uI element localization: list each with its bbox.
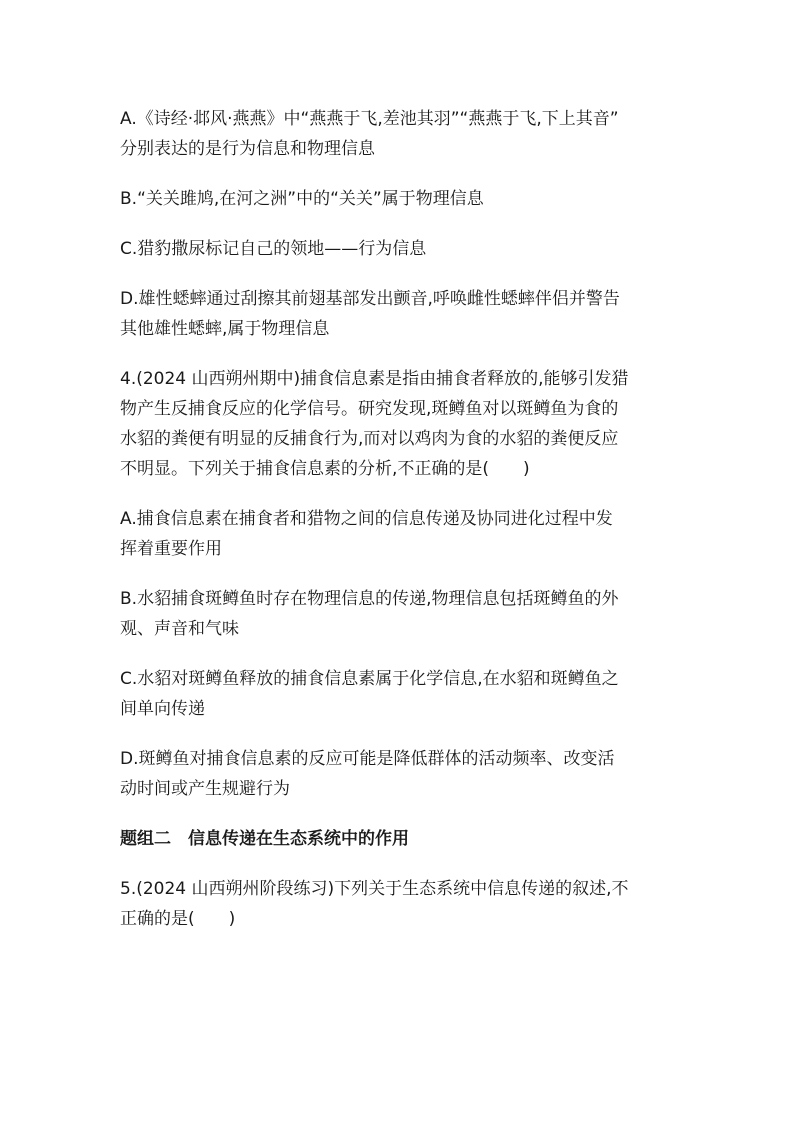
text-line: 4.(2024 山西朔州期中)捕食信息素是指由捕食者释放的,能够引发猎 xyxy=(120,369,629,389)
q4-option-a xyxy=(120,504,680,564)
text-line: C.猎豹撒尿标记自己的领地——行为信息 xyxy=(120,239,427,259)
q3-option-d xyxy=(120,284,680,344)
text-line: 物产生反捕食反应的化学信号。研究发现,斑鳟鱼对以斑鳟鱼为食的 xyxy=(120,399,619,419)
text-line: 不明显。下列关于捕食信息素的分析,不正确的是( ) xyxy=(120,459,530,479)
text-line: C.水貂对斑鳟鱼释放的捕食信息素属于化学信息,在水貂和斑鳟鱼之 xyxy=(120,669,619,689)
text-line: A.《诗经·邶风·燕燕》中“燕燕于飞,差池其羽”“燕燕于飞,下上其音” xyxy=(120,109,619,129)
text-line: D.雄性蟋蟀通过刮擦其前翅基部发出颤音,呼唤雌性蟋蟀伴侣并警告 xyxy=(120,289,620,309)
text-line: 正确的是( ) xyxy=(120,909,236,929)
page-content xyxy=(120,104,680,954)
q4-option-c xyxy=(120,664,680,724)
q5-stem xyxy=(120,874,680,934)
text-line: 挥着重要作用 xyxy=(120,539,222,559)
q3-option-b xyxy=(120,184,680,214)
text-line: B.“关关雎鸠,在河之洲”中的“关关”属于物理信息 xyxy=(120,189,484,209)
q4-stem xyxy=(120,364,680,484)
q3-option-c xyxy=(120,234,680,264)
text-line: 水貂的粪便有明显的反捕食行为,而对以鸡肉为食的水貂的粪便反应 xyxy=(120,429,619,449)
text-line: B.水貂捕食斑鳟鱼时存在物理信息的传递,物理信息包括斑鳟鱼的外 xyxy=(120,589,619,609)
text-line: D.斑鳟鱼对捕食信息素的反应可能是降低群体的活动频率、改变活 xyxy=(120,749,615,769)
text-line: 其他雄性蟋蟀,属于物理信息 xyxy=(120,319,330,339)
text-line: 动时间或产生规避行为 xyxy=(120,779,290,799)
text-line: 分别表达的是行为信息和物理信息 xyxy=(120,139,375,159)
text-line: A.捕食信息素在捕食者和猎物之间的信息传递及协同进化过程中发 xyxy=(120,509,613,529)
q4-option-d xyxy=(120,744,680,804)
q4-option-b xyxy=(120,584,680,644)
text-line: 观、声音和气味 xyxy=(120,619,239,639)
text-line: 5.(2024 山西朔州阶段练习)下列关于生态系统中信息传递的叙述,不 xyxy=(120,879,629,899)
q3-option-a xyxy=(120,104,680,164)
text-line: 间单向传递 xyxy=(120,699,205,719)
section-heading: 题组二 信息传递在生态系统中的作用 xyxy=(120,829,409,849)
